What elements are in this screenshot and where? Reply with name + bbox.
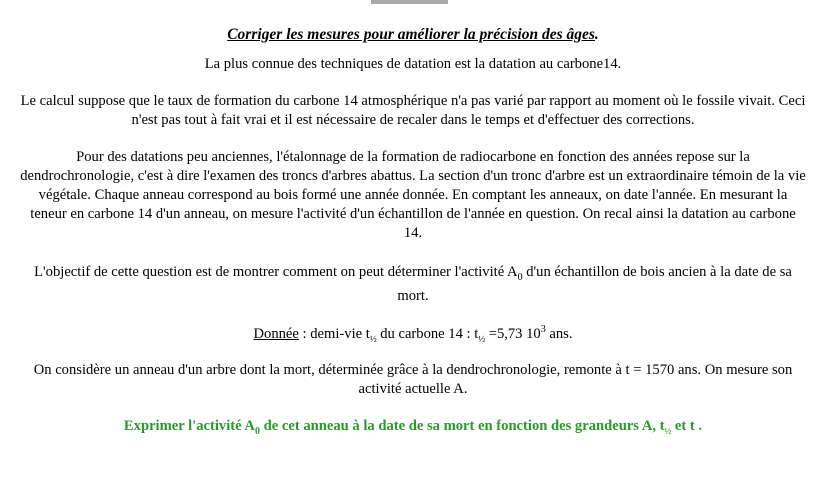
data-text-2: du carbone 14 : t [376, 326, 479, 342]
objective-subscript: 0 [517, 271, 523, 283]
dendrochronology-paragraph: Pour des datations peu anciennes, l'étalonnage de la formation de radiocarbone en fonction des années repose sur la dendrochronologie, c'est à dire l'examen des troncs d'arbres abattus. La section d'un tronc d'arbre est un extraordinaire témoin de la vie végétale. Chaque anneau correspond au bois formé une année donnée. En comptant les anneaux, on date l'année. En mesurant la teneur en carbone 14 d'un anneau, on mesure l'activité d'un échantillon de l'année en question. On recal ainsi la datation au carbone 14. [20, 149, 806, 241]
objective-text-end: d'un échantillon de bois ancien à la date de sa mort. [397, 264, 792, 304]
document-body [20, 26, 806, 436]
objective-paragraph [20, 260, 806, 308]
exponent-superscript: 3 [540, 324, 546, 336]
section-title-text: Corriger les mesures pour améliorer la précision des âges [227, 26, 595, 43]
calculation-paragraph: Le calcul suppose que le taux de formation du carbone 14 atmosphérique n'a pas varié par rapport au moment où le fossile vivait. Ceci n'est pas tout à fait vrai et il est nécessaire de recaler dans le temps et d'effectuer des corrections. [20, 93, 806, 128]
data-text-1: : demi-vie t [298, 326, 370, 342]
question-subscript-2: ½ [664, 425, 672, 436]
section-title-end: . [594, 26, 599, 43]
half-life-subscript-2: ½ [478, 333, 486, 344]
data-text-4: ans. [545, 326, 573, 342]
top-divider-bar [371, 0, 448, 4]
section-title [20, 26, 806, 44]
question-subscript-1: 0 [254, 425, 260, 437]
intro-paragraph: La plus connue des techniques de datation est la datation au carbone14. [204, 56, 622, 72]
objective-text-start: L'objectif de cette question est de montrer comment on peut déterminer l'activité A [34, 264, 518, 280]
question-paragraph [20, 417, 806, 436]
tree-ring-paragraph: On considère un anneau d'un arbre dont la mort, déterminée grâce à la dendrochronologie, remonte à t = 1570 ans. On mesure son activité actuelle A. [33, 362, 793, 397]
question-text-2: de cet anneau à la date de sa mort en fonction des grandeurs A, t [259, 418, 665, 434]
half-life-subscript-1: ½ [369, 333, 377, 344]
question-text-1: Exprimer l'activité A [123, 418, 255, 434]
data-text-3: =5,73 10 [485, 326, 541, 342]
data-label: Donnée [253, 326, 299, 342]
question-text-3: et t . [671, 418, 703, 434]
data-paragraph [20, 325, 806, 344]
